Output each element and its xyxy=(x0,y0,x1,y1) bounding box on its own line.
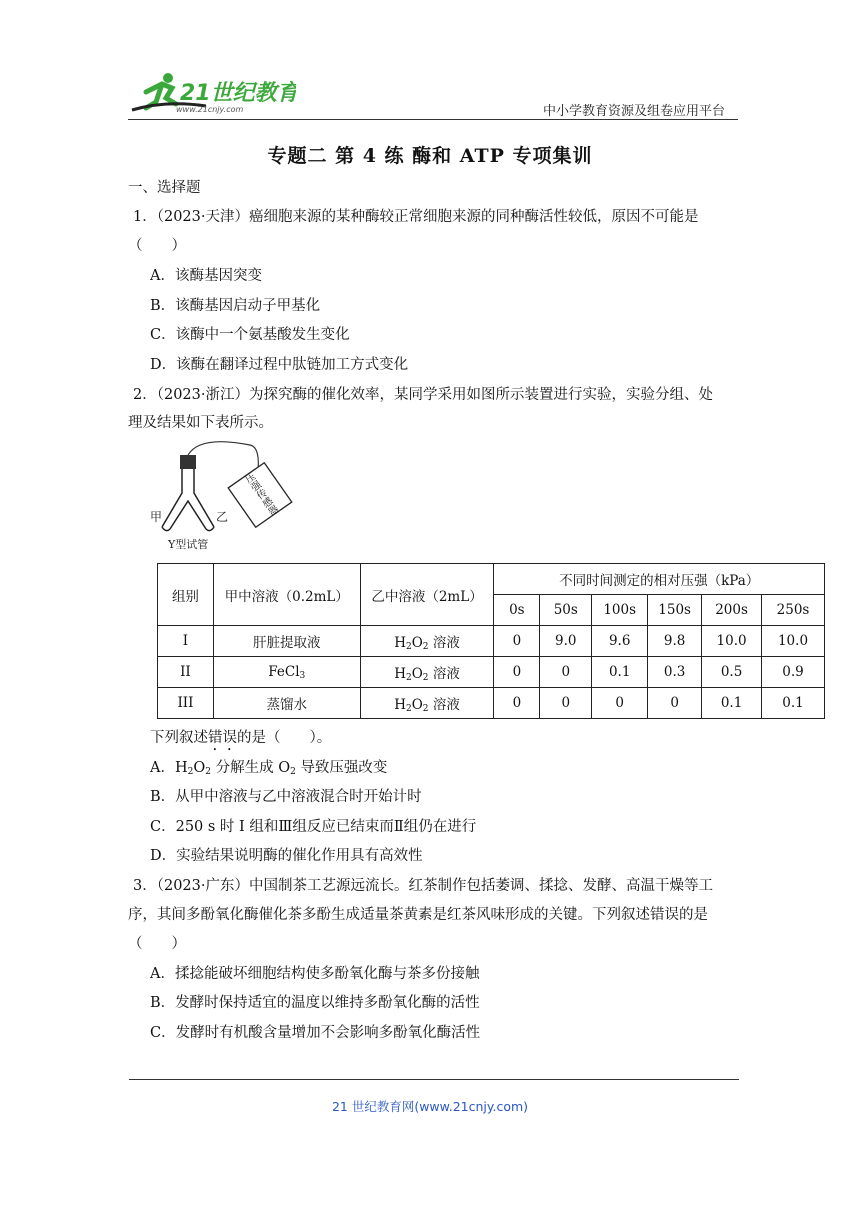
section-heading: 一、选择题 xyxy=(128,180,201,196)
q1-option-d: D．该酶在翻译过程中肽链加工方式变化 xyxy=(150,357,409,373)
q2-stem-line2: 理及结果如下表所示。 xyxy=(128,415,273,431)
value-cell: 0.1 xyxy=(762,688,825,719)
value-cell: 0 xyxy=(540,688,592,719)
value-cell: 0.3 xyxy=(648,657,702,688)
header-divider xyxy=(128,119,738,120)
header-pressure: 不同时间测定的相对压强（kPa） xyxy=(494,564,825,595)
value-cell: 0 xyxy=(494,688,540,719)
figure-label-yi: 乙 xyxy=(216,510,229,524)
yi-cell: $H_2O_2$ 溶液 xyxy=(360,626,494,657)
q1-option-c: C．该酶中一个氨基酸发生变化 xyxy=(150,327,350,343)
value-cell: 0 xyxy=(592,688,648,719)
footer-divider xyxy=(129,1079,739,1080)
sensor-cable xyxy=(188,442,258,471)
q1-option-b: B．该酶基因启动子甲基化 xyxy=(150,298,321,314)
results-table xyxy=(157,563,825,719)
table-row xyxy=(158,626,825,657)
logo-url: www.21cnjy.com xyxy=(176,105,244,114)
value-cell: 0 xyxy=(540,657,592,688)
table-row xyxy=(158,688,825,719)
figure-label-jia: 甲 xyxy=(150,510,163,524)
jia-cell: FeCl$_3$ xyxy=(213,657,360,688)
group-cell: II xyxy=(158,657,214,688)
value-cell: 9.8 xyxy=(648,626,702,657)
header-jia: 甲中溶液（0.2mL） xyxy=(213,564,360,626)
y-tube-figure xyxy=(140,435,320,555)
q3-stem-line1: 3．（2023·广东）中国制茶工艺源远流长。红茶制作包括萎调、揉捻、发酵、高温干燥等工 xyxy=(133,878,713,894)
q2-option-c: C．250 s 时 I 组和Ⅲ组反应已结束而Ⅱ组仍在进行 xyxy=(150,819,477,835)
q1-stem-line1: 1．（2023·天津）癌细胞来源的某种酶较正常细胞来源的同种酶活性较低，原因不可能是 xyxy=(133,209,699,225)
value-cell: 0.1 xyxy=(592,657,648,688)
figure-caption: Y型试管 xyxy=(168,538,209,551)
logo-text: 21世纪教育 xyxy=(180,81,296,106)
value-cell: 9.6 xyxy=(592,626,648,657)
yi-cell: $H_2O_2$ 溶液 xyxy=(360,657,494,688)
value-cell: 0 xyxy=(648,688,702,719)
jia-cell: 蒸馏水 xyxy=(213,688,360,719)
q2-option-b: B．从甲中溶液与乙中溶液混合时开始计时 xyxy=(150,789,422,805)
value-cell: 0 xyxy=(494,626,540,657)
q1-option-a: A．该酶基因突变 xyxy=(150,268,262,284)
value-cell: 0.5 xyxy=(702,657,762,688)
value-cell: 0 xyxy=(494,657,540,688)
site-logo xyxy=(126,70,296,116)
group-cell: III xyxy=(158,688,214,719)
value-cell: 10.0 xyxy=(762,626,825,657)
header-group: 组别 xyxy=(158,564,214,626)
q3-option-c: C．发酵时有机酸含量增加不会影响多酚氧化酶活性 xyxy=(150,1025,481,1041)
group-cell: I xyxy=(158,626,214,657)
time-header: 250s xyxy=(762,595,825,626)
value-cell: 0.9 xyxy=(762,657,825,688)
q2-prompt: 下列叙述错误的是（ ）。 xyxy=(150,730,332,746)
value-cell: 9.0 xyxy=(540,626,592,657)
jia-cell: 肝脏提取液 xyxy=(213,626,360,657)
q3-option-b: B．发酵时保持适宜的温度以维持多酚氧化酶的活性 xyxy=(150,995,480,1011)
table-row xyxy=(158,657,825,688)
q3-stem-line2: 序，其间多酚氧化酶催化茶多酚生成适量茶黄素是红茶风味形成的关键。下列叙述错误的是 xyxy=(128,907,708,923)
footer-link[interactable]: 21 世纪教育网(www.21cnjy.com) xyxy=(331,1099,529,1114)
time-header: 200s xyxy=(702,595,762,626)
value-cell: 0.1 xyxy=(702,688,762,719)
q2-stem-line1: 2．（2023·浙江）为探究酶的催化效率，某同学采用如图所示装置进行实验，实验分组、处 xyxy=(133,387,713,403)
time-header: 100s xyxy=(592,595,648,626)
q1-stem-line2: （ ） xyxy=(128,238,186,254)
q2-option-d: D．实验结果说明酶的催化作用具有高效性 xyxy=(150,848,423,864)
q3-option-a: A．揉捻能破坏细胞结构使多酚氧化酶与茶多份接触 xyxy=(150,966,480,982)
platform-name: 中小学教育资源及组卷应用平台 xyxy=(542,104,725,119)
q2-option-a: A．$H_2O_2$ 分解生成 $O_2$ 导致压强改变 xyxy=(150,760,388,777)
yi-cell: $H_2O_2$ 溶液 xyxy=(360,688,494,719)
page-title: 专题二 第 4 练 酶和 ATP 专项集训 xyxy=(267,145,593,167)
time-header: 50s xyxy=(540,595,592,626)
time-header: 0s xyxy=(494,595,540,626)
sensor-label: 压强传感器 xyxy=(241,471,279,519)
value-cell: 10.0 xyxy=(702,626,762,657)
y-tube-icon xyxy=(162,455,214,531)
time-header: 150s xyxy=(648,595,702,626)
q3-stem-line3: （ ） xyxy=(128,936,186,952)
pressure-sensor-box xyxy=(228,462,293,529)
header-yi: 乙中溶液（2mL） xyxy=(360,564,494,626)
